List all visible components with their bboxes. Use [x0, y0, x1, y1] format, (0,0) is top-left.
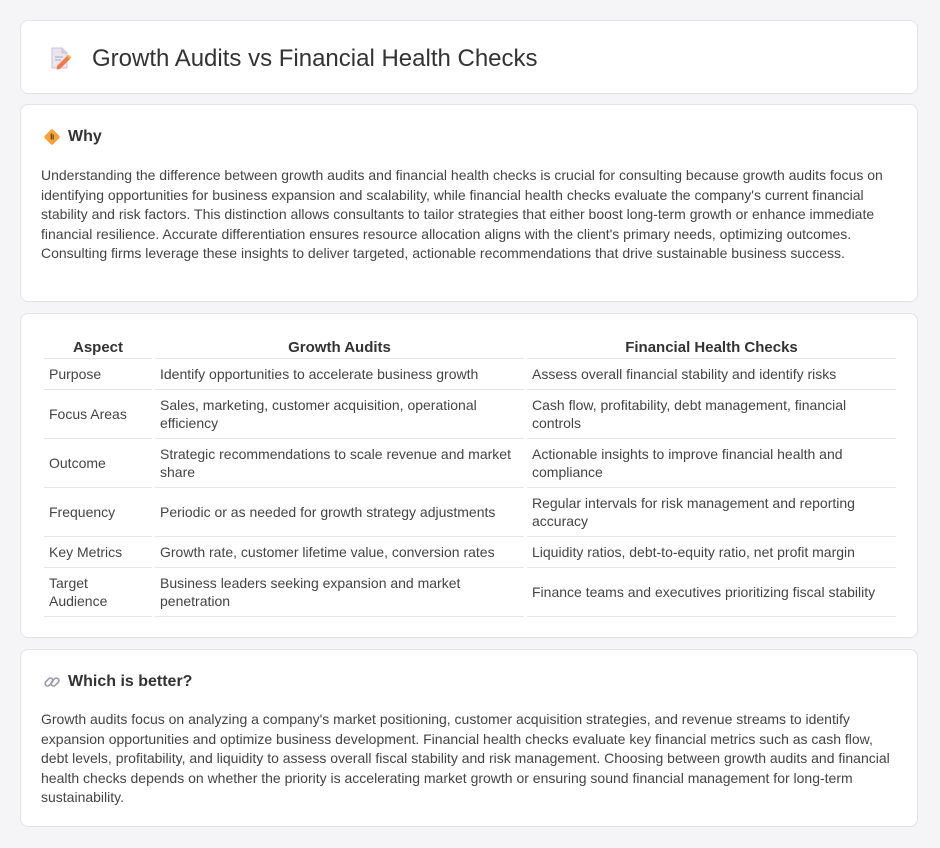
cell-growth-key-metrics: Growth rate, customer lifetime value, conversion rates — [155, 537, 524, 568]
document-pencil-icon — [47, 45, 73, 71]
cell-growth-focus-areas: Sales, marketing, customer acquisition, operational efficiency — [155, 390, 524, 439]
which-title: Which is better? — [68, 673, 193, 690]
link-icon — [43, 673, 61, 691]
table-row — [44, 568, 896, 617]
comparison-table-card — [20, 313, 918, 638]
cell-growth-target-audience: Business leaders seeking expansion and market penetration — [155, 568, 524, 617]
header-card — [20, 20, 918, 94]
cell-financial-key-metrics: Liquidity ratios, debt-to-equity ratio, net profit margin — [527, 537, 896, 568]
why-section — [20, 104, 918, 302]
which-heading — [43, 671, 192, 693]
table-row — [44, 488, 896, 537]
cell-growth-outcome: Strategic recommendations to scale revenue and market share — [155, 439, 524, 488]
why-body: Understanding the difference between growth audits and financial health checks is crucial for consulting because growth audits focus on identifying opportunities for business expansion and scalability, while financial health checks evaluate the company's current financial stability and risk factors. This distinction allows consultants to tailor strategies that either boost long-term growth or enhance immediate financial resilience. Accurate differentiation ensures resource allocation aligns with the client's primary needs, optimizing outcomes. Consulting firms leverage these insights to deliver targeted, actionable recommendations that drive sustainable business success. — [41, 167, 883, 261]
which-body: Growth audits focus on analyzing a company's market positioning, customer acquisition strategies, and revenue streams to identify expansion opportunities and optimize business development. Financial health checks evaluate key financial metrics such as cash flow, debt levels, profitability, and liquidity to assess overall fiscal stability and risk management. Choosing between growth audits and financial health checks depends on whether the priority is accelerating market growth or ensuring sound financial management for long-term sustainability. — [41, 711, 890, 805]
table-row — [44, 390, 896, 439]
row-aspect-target-audience: Target Audience — [44, 568, 152, 617]
diamond-signal-icon — [43, 128, 61, 146]
which-is-better-section — [20, 649, 918, 827]
row-aspect-outcome: Outcome — [44, 439, 152, 488]
column-header-growth-audits: Growth Audits — [155, 336, 524, 359]
row-aspect-frequency: Frequency — [44, 488, 152, 537]
column-header-financial-health-checks: Financial Health Checks — [527, 336, 896, 359]
cell-financial-frequency: Regular intervals for risk management and reporting accuracy — [527, 488, 896, 537]
cell-financial-purpose: Assess overall financial stability and identify risks — [527, 359, 896, 390]
column-header-aspect: Aspect — [44, 336, 152, 359]
table-row — [44, 537, 896, 568]
table-row — [44, 359, 896, 390]
cell-financial-focus-areas: Cash flow, profitability, debt management, financial controls — [527, 390, 896, 439]
row-aspect-key-metrics: Key Metrics — [44, 537, 152, 568]
cell-financial-outcome: Actionable insights to improve financial health and compliance — [527, 439, 896, 488]
why-title: Why — [68, 128, 102, 145]
row-aspect-purpose: Purpose — [44, 359, 152, 390]
comparison-table — [41, 336, 899, 617]
page-title: Growth Audits vs Financial Health Checks — [92, 45, 538, 72]
table-row — [44, 439, 896, 488]
cell-growth-purpose: Identify opportunities to accelerate business growth — [155, 359, 524, 390]
cell-financial-target-audience: Finance teams and executives prioritizing fiscal stability — [527, 568, 896, 617]
table-header-row — [44, 336, 896, 359]
row-aspect-focus-areas: Focus Areas — [44, 390, 152, 439]
cell-growth-frequency: Periodic or as needed for growth strategy adjustments — [155, 488, 524, 537]
why-heading — [43, 126, 102, 148]
